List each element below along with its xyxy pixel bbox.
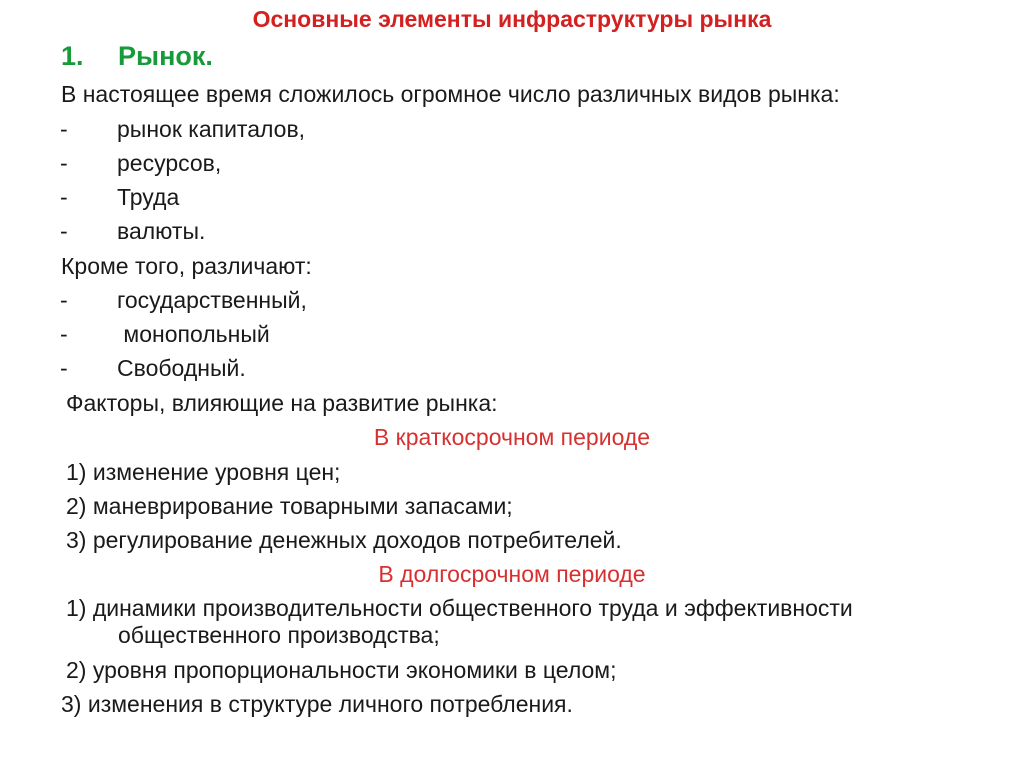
short-term-item: 2) маневрирование товарными запасами; [66,493,513,519]
long-term-item-1-line-1: 1) динамики производительности общественного труда и эффективности [66,595,853,621]
long-term-item-1-line-2: общественного производства; [118,622,440,648]
list-bullet: - [60,218,68,244]
long-term-item-3: 3) изменения в структуре личного потребления. [61,691,573,717]
list-item-text: монопольный [117,321,270,347]
list-item-text: валюты. [117,218,206,244]
list-item-text: ресурсов, [117,150,222,176]
short-term-item: 1) изменение уровня цен; [66,459,341,485]
also-intro-text: Кроме того, различают: [61,253,312,279]
list-bullet: - [60,287,68,313]
slide-title: Основные элементы инфраструктуры рынка [252,6,772,32]
list-bullet: - [60,150,68,176]
section-heading [61,40,213,72]
list-bullet: - [60,321,68,347]
long-term-item-2: 2) уровня пропорциональности экономики в целом; [66,657,617,683]
section-number: 1. [61,41,84,71]
list-item-text: Свободный. [117,355,246,381]
list-bullet: - [60,116,68,142]
short-term-item: 3) регулирование денежных доходов потребителей. [66,527,622,553]
intro-text: В настоящее время сложилось огромное число различных видов рынка: [61,81,840,107]
list-bullet: - [60,355,68,381]
list-item-text: Труда [117,184,180,210]
section-label: Рынок. [118,41,213,71]
list-bullet: - [60,184,68,210]
long-term-heading: В долгосрочном периоде [378,561,646,587]
list-item-text: государственный, [117,287,307,313]
factors-intro-text: Факторы, влияющие на развитие рынка: [66,390,498,416]
list-item-text: рынок капиталов, [117,116,306,142]
short-term-heading: В краткосрочном периоде [373,424,651,450]
